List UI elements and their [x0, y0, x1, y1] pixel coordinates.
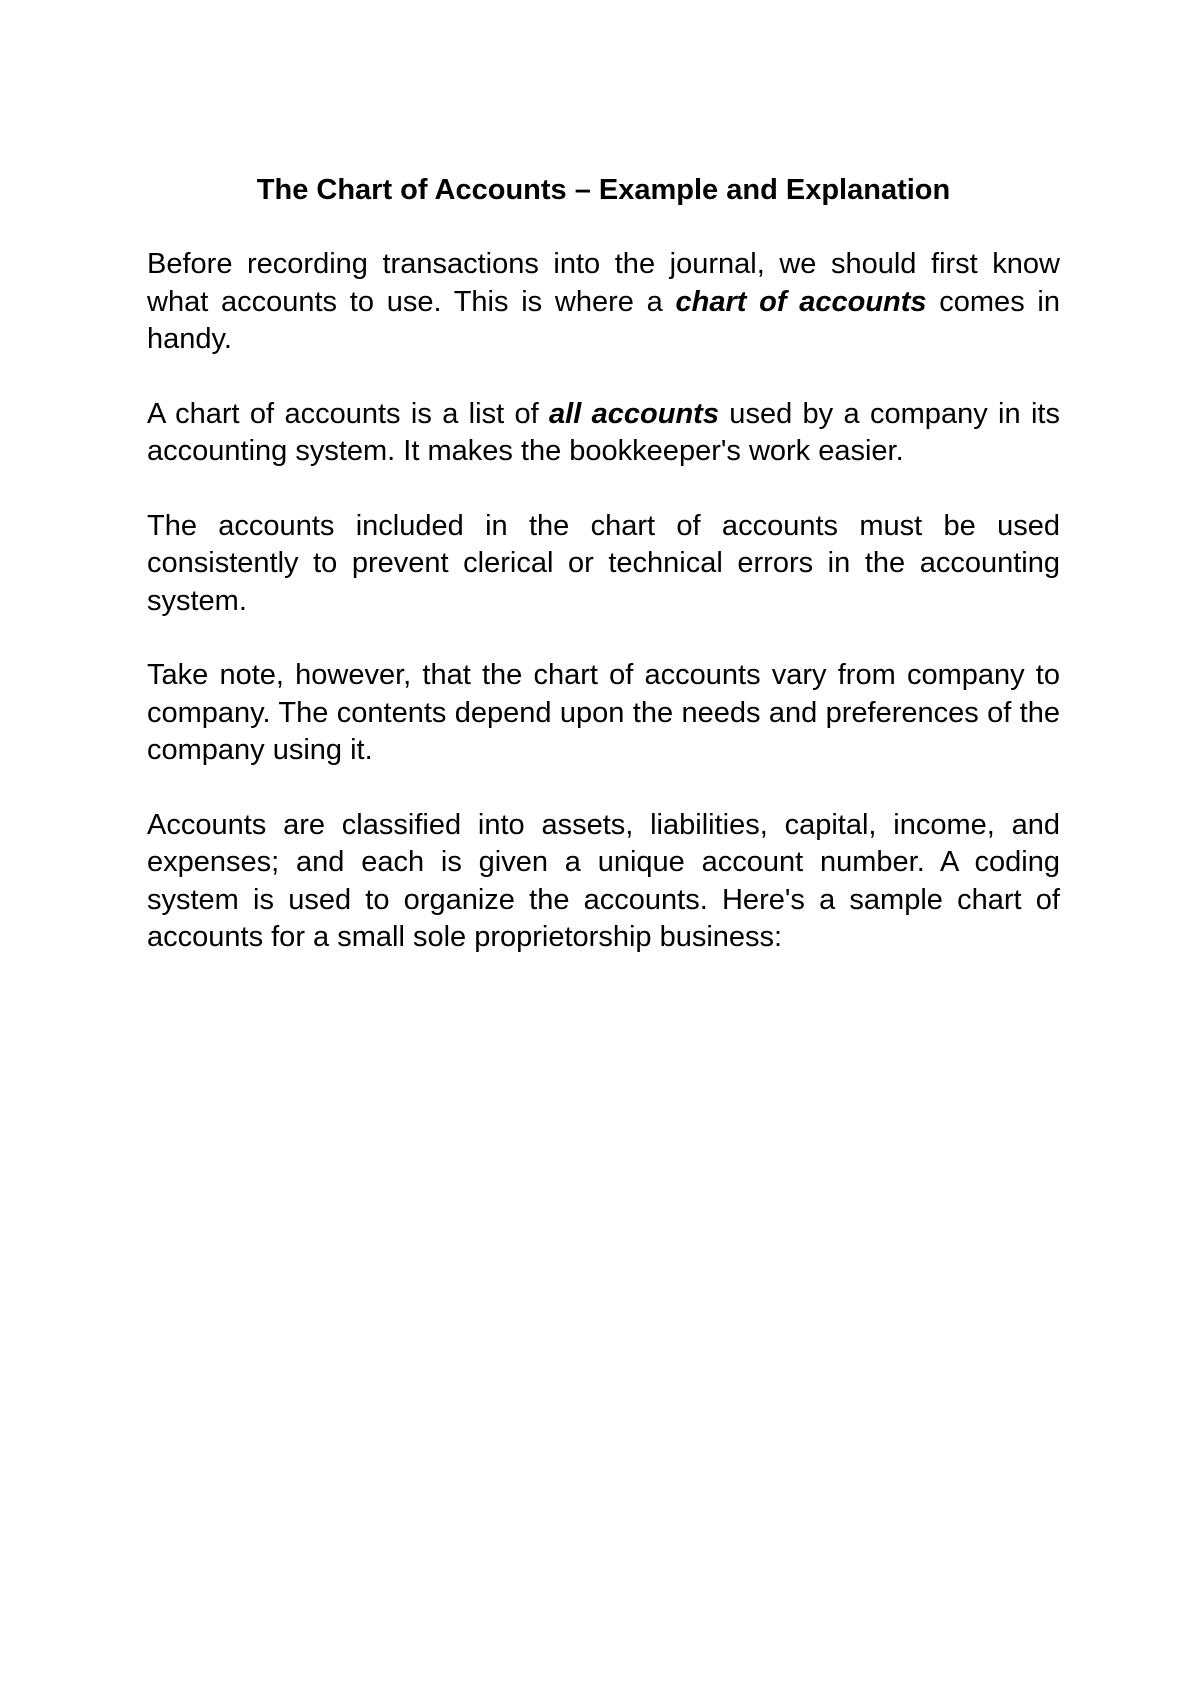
- paragraph-intro-text-b: comes in handy.: [147, 285, 1060, 355]
- document-title: The Chart of Accounts – Example and Explanation: [256, 174, 951, 206]
- paragraph-intro: [147, 246, 1060, 359]
- chart-of-accounts-emphasis: chart of accounts: [675, 285, 927, 318]
- paragraph-classification: Accounts are classified into assets, liabilities, capital, income, and expenses; and each is given a unique account number. A coding system is used to organize the accounts. Here's a sample chart of accounts for a small sole proprietorship business:: [147, 808, 1060, 953]
- paragraph-definition-text-a: A chart of accounts is a list of: [147, 397, 550, 430]
- paragraph-consistency: The accounts included in the chart of accounts must be used consistently to prevent clerical or technical errors in the accounting system.: [147, 509, 1060, 617]
- document-page: [147, 172, 1060, 994]
- paragraph-definition: [147, 396, 1060, 471]
- paragraph-variation: Take note, however, that the chart of accounts vary from company to company. The contents depend upon the needs and preferences of the company using it.: [147, 659, 1060, 766]
- paragraph-intro-text-a: Before recording transactions into the journal, we should first know what accounts to use. This is where a: [147, 248, 1060, 318]
- all-accounts-emphasis: all accounts: [549, 397, 719, 430]
- paragraph-definition-text-b: used by a company in its accounting system. It makes the bookkeeper's work easier.: [147, 397, 1060, 467]
